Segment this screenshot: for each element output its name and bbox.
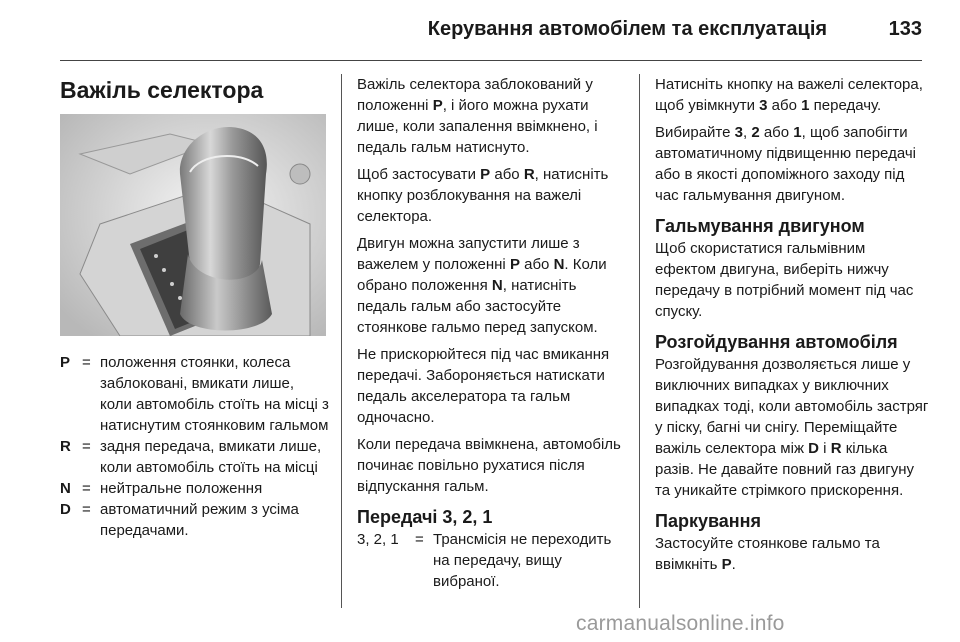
chapter-title: Керування автомобілем та експлуатація: [427, 18, 828, 40]
watermark-text: carmanualsonline.info: [576, 612, 785, 635]
paragraph-rocking: Розгойдування дозволяється лише у виключних випадках у виключних випадках тоді, коли автомобіль застряг у піску, багні чи снігу. Переміщайте важіль селектора між D і R кілька разів. Не давайте повний газ двигуну та уникайте стрімкого прискорення.: [655, 356, 929, 499]
column-divider-2: [639, 74, 640, 608]
section-heading-engine-braking: Гальмування двигуном: [655, 216, 865, 236]
paragraph-lever-locked: Важіль селектора заблокований у положенні P, і його можна рухати лише, коли запалення ввімкнено, і педаль гальм натиснуто.: [357, 76, 598, 156]
paragraph-select-gear: Вибирайте 3, 2 або 1, щоб запобігти автоматичному підвищенню передачі або в якості допоміжного заходу під час гальмування двигуном.: [655, 124, 916, 204]
paragraph-engine-braking: Щоб скористатися гальмівним ефектом двигуна, виберіть нижчу передачу в потрібний момент під час спуску.: [655, 240, 914, 320]
section-heading-gears-321: Передачі 3, 2, 1: [357, 507, 493, 527]
definition-key: R: [60, 438, 71, 455]
paragraph-creep: Коли передача ввімкнена, автомобіль починає повільно рухатися після відпускання гальм.: [357, 436, 621, 495]
column-divider-1: [341, 74, 342, 608]
paragraph-engine-start: Двигун можна запустити лише з важелем у положенні P або N. Коли обрано положення N, натисніть педаль гальм або застосуйте стоянкове гальмо перед запуском.: [357, 235, 607, 336]
paragraph-no-acceleration: Не прискорюйтеся під час вмикання передачі. Забороняється натискати педаль акселератора та гальм одночасно.: [357, 346, 610, 426]
section-heading-selector-lever: Важіль селектора: [60, 77, 264, 103]
definition-text: положення стоянки, колеса заблоковані, вмикати лише, коли автомобіль стоїть на місці з натиснутим стоянковим гальмом: [100, 354, 329, 434]
gear-selector-illustration: [60, 114, 326, 336]
column-1: [60, 74, 330, 541]
page-number: 133: [888, 18, 922, 40]
definition-N: N = нейтральне положення: [60, 478, 330, 499]
section-heading-parking: Паркування: [655, 511, 762, 531]
definition-key: 3, 2, 1: [357, 531, 399, 548]
definition-text: нейтральне положення: [100, 480, 263, 497]
section-heading-rocking: Розгойдування автомобіля: [655, 332, 898, 352]
paragraph-press-button: Натисніть кнопку на важелі селектора, щоб увімкнути 3 або 1 передачу.: [655, 76, 923, 114]
paragraph-apply-p-r: Щоб застосувати P або R, натисніть кнопку розблокування на важелі селектора.: [357, 166, 609, 225]
definition-key: D: [60, 501, 71, 518]
column-2: [357, 74, 627, 592]
definition-R: R = задня передача, вмикати лише, коли автомобіль стоїть на місці: [60, 436, 330, 478]
definition-D: D = автоматичний режим з усіма передачами.: [60, 499, 330, 541]
definition-text: автоматичний режим з усіма передачами.: [100, 501, 299, 539]
definition-key: P: [60, 354, 71, 371]
header-rule: [60, 60, 922, 61]
definition-321: 3, 2, 1 = Трансмісія не переходить на передачу, вищу вибраної.: [357, 529, 627, 592]
column-3: [655, 74, 930, 581]
definition-text: Трансмісія не переходить на передачу, вищу вибраної.: [433, 531, 612, 590]
definition-key: N: [60, 480, 71, 497]
page-header: [0, 18, 922, 41]
paragraph-parking: Застосуйте стоянкове гальмо та ввімкніть P.: [655, 535, 880, 573]
definition-text: задня передача, вмикати лише, коли автомобіль стоїть на місці: [100, 438, 322, 476]
definition-P: P = положення стоянки, колеса заблоковані, вмикати лише, коли автомобіль стоїть на місці з натиснутим стоянковим гальмом: [60, 354, 329, 434]
